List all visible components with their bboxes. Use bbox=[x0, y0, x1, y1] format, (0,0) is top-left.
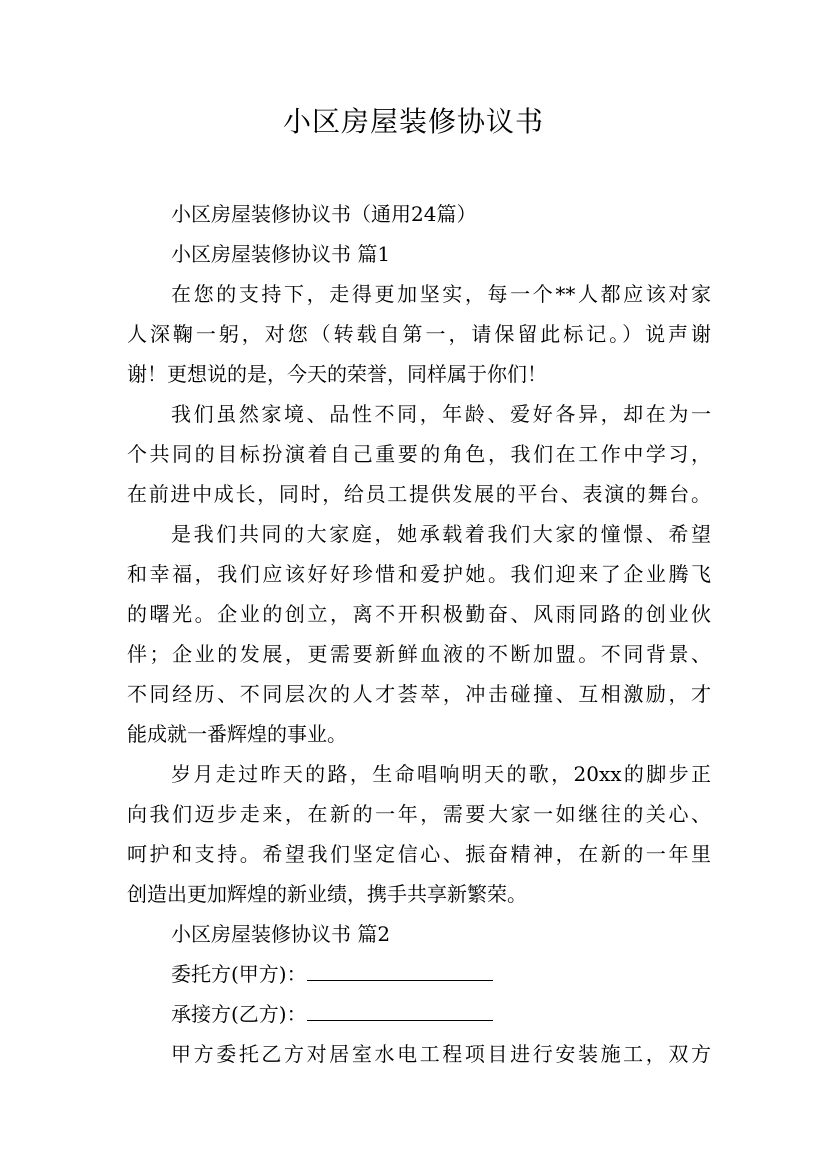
contractor-party-blank bbox=[307, 1006, 493, 1021]
paragraph-line: 在前进中成长，同时，给员工提供发展的平台、表演的舞台。 bbox=[127, 482, 711, 506]
document-title: 小区房屋装修协议书 bbox=[282, 105, 544, 138]
paragraph-line: 个共同的目标扮演着自己重要的角色，我们在工作中学习， bbox=[127, 442, 711, 466]
document-subtitle: 小区房屋装修协议书（通用24篇） bbox=[171, 202, 477, 226]
document-body bbox=[127, 194, 711, 1074]
contractor-party-label: 承接方(乙方)： bbox=[171, 1002, 307, 1026]
paragraph-line: 我们虽然家境、品性不同，年龄、爱好各异，却在为一 bbox=[171, 402, 711, 426]
paragraph-line: 能成就一番辉煌的事业。 bbox=[127, 722, 347, 746]
paragraph-line: 伴；企业的发展，更需要新鲜血液的不断加盟。不同背景、 bbox=[127, 642, 711, 666]
paragraph-line: 向我们迈步走来，在新的一年，需要大家一如继往的关心、 bbox=[127, 802, 711, 826]
paragraph-line: 创造出更加辉煌的新业绩，携手共享新繁荣。 bbox=[127, 882, 527, 906]
paragraph-line: 在您的支持下，走得更加坚实，每一个**人都应该对家 bbox=[171, 282, 711, 306]
paragraph-line: 不同经历、不同层次的人才荟萃，冲击碰撞、互相激励，才 bbox=[127, 682, 711, 706]
client-party-blank bbox=[307, 966, 493, 981]
paragraph-line: 甲方委托乙方对居室水电工程项目进行安装施工，双方 bbox=[171, 1042, 711, 1066]
paragraph-line: 的曙光。企业的创立，离不开积极勤奋、风雨同路的创业伙 bbox=[127, 602, 711, 626]
paragraph-line: 人深鞠一躬，对您（转载自第一，请保留此标记。）说声谢 bbox=[127, 322, 711, 346]
section-heading-1: 小区房屋装修协议书 篇1 bbox=[171, 242, 391, 266]
paragraph-line: 呵护和支持。希望我们坚定信心、振奋精神，在新的一年里 bbox=[127, 842, 711, 866]
client-party-label: 委托方(甲方)： bbox=[171, 962, 307, 986]
paragraph-line: 谢！更想说的是，今天的荣誉，同样属于你们！ bbox=[127, 362, 547, 386]
paragraph-line: 和幸福，我们应该好好珍惜和爱护她。我们迎来了企业腾飞 bbox=[127, 562, 711, 586]
paragraph-line: 岁月走过昨天的路，生命唱响明天的歌，20xx的脚步正 bbox=[171, 762, 711, 786]
contractor-party-line bbox=[127, 994, 711, 1034]
client-party-line bbox=[127, 954, 711, 994]
section-heading-2: 小区房屋装修协议书 篇2 bbox=[171, 922, 391, 946]
paragraph-line: 是我们共同的大家庭，她承载着我们大家的憧憬、希望 bbox=[171, 522, 711, 546]
